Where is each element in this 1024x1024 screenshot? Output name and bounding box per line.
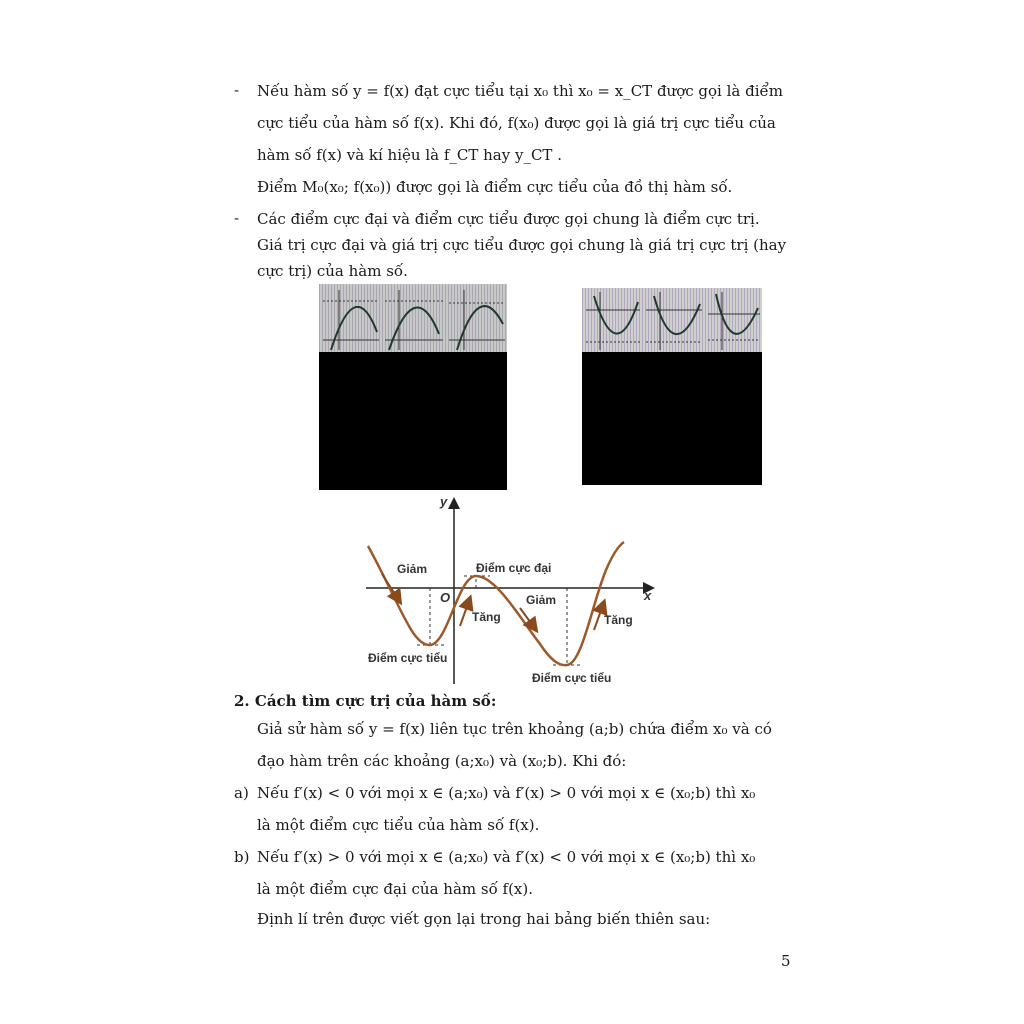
maxima-thumbnails bbox=[319, 284, 507, 352]
common-line-2: Giá trị cực đại và giá trị cực tiểu được gọi chung là giá trị cực trị (hay bbox=[257, 236, 787, 254]
case-b-label: b) bbox=[234, 848, 250, 866]
bullet-dash: - bbox=[234, 209, 240, 227]
common-line-3: cực trị) của hàm số. bbox=[257, 262, 408, 280]
conclusion-line: Định lí trên được viết gọn lại trong hai bảng biến thiên sau: bbox=[257, 910, 711, 928]
increase-arrow bbox=[594, 602, 604, 630]
case-a-label: a) bbox=[234, 784, 249, 802]
image-placeholder-right bbox=[582, 352, 762, 485]
min-def-line-4: Điểm M₀(x₀; f(x₀)) được gọi là điểm cực tiểu của đồ thị hàm số. bbox=[257, 178, 733, 196]
case-a-line-2: là một điểm cực tiểu của hàm số f(x). bbox=[257, 816, 540, 834]
increase-label: Tăng bbox=[604, 613, 633, 627]
image-placeholder-left bbox=[319, 352, 507, 490]
increase-arrow bbox=[460, 598, 470, 626]
min-def-line-1: Nếu hàm số y = f(x) đạt cực tiểu tại x₀ thì x₀ = x_CT được gọi là điểm bbox=[257, 82, 783, 100]
case-b-line-1: Nếu f′(x) > 0 với mọi x ∈ (a;x₀) và f′(x) < 0 với mọi x ∈ (x₀;b) thì x₀ bbox=[257, 848, 756, 866]
case-b-line-2: là một điểm cực đại của hàm số f(x). bbox=[257, 880, 534, 898]
common-line-1: Các điểm cực đại và điểm cực tiểu được gọi chung là điểm cực trị. bbox=[257, 210, 760, 228]
intro-line-2: đạo hàm trên các khoảng (a;x₀) và (x₀;b). Khi đó: bbox=[257, 752, 627, 770]
minima-thumbnails bbox=[582, 288, 762, 352]
x-axis-label: x bbox=[644, 588, 652, 603]
extrema-diagram bbox=[360, 494, 660, 694]
decrease-label: Giảm bbox=[397, 562, 428, 576]
min-def-line-2: cực tiểu của hàm số f(x). Khi đó, f(x₀) được gọi là giá trị cực tiểu của bbox=[257, 114, 776, 132]
case-a-line-1: Nếu f′(x) < 0 với mọi x ∈ (a;x₀) và f′(x) > 0 với mọi x ∈ (x₀;b) thì x₀ bbox=[257, 784, 756, 802]
y-axis-label: y bbox=[440, 494, 448, 509]
increase-label: Tăng bbox=[472, 610, 501, 624]
page-number: 5 bbox=[781, 952, 791, 970]
max-point-label: Điểm cực đại bbox=[476, 561, 552, 575]
min-def-line-3: hàm số f(x) và kí hiệu là f_CT hay y_CT . bbox=[257, 146, 562, 164]
min-point-label: Điểm cực tiểu bbox=[368, 651, 448, 665]
intro-line-1: Giả sử hàm số y = f(x) liên tục trên khoảng (a;b) chứa điểm x₀ và có bbox=[257, 720, 772, 738]
min-point-label: Điểm cực tiểu bbox=[532, 671, 612, 685]
decrease-label: Giảm bbox=[526, 593, 557, 607]
section-heading: 2. Cách tìm cực trị của hàm số: bbox=[234, 692, 497, 710]
origin-label: O bbox=[440, 590, 451, 605]
bullet-dash: - bbox=[234, 81, 240, 99]
